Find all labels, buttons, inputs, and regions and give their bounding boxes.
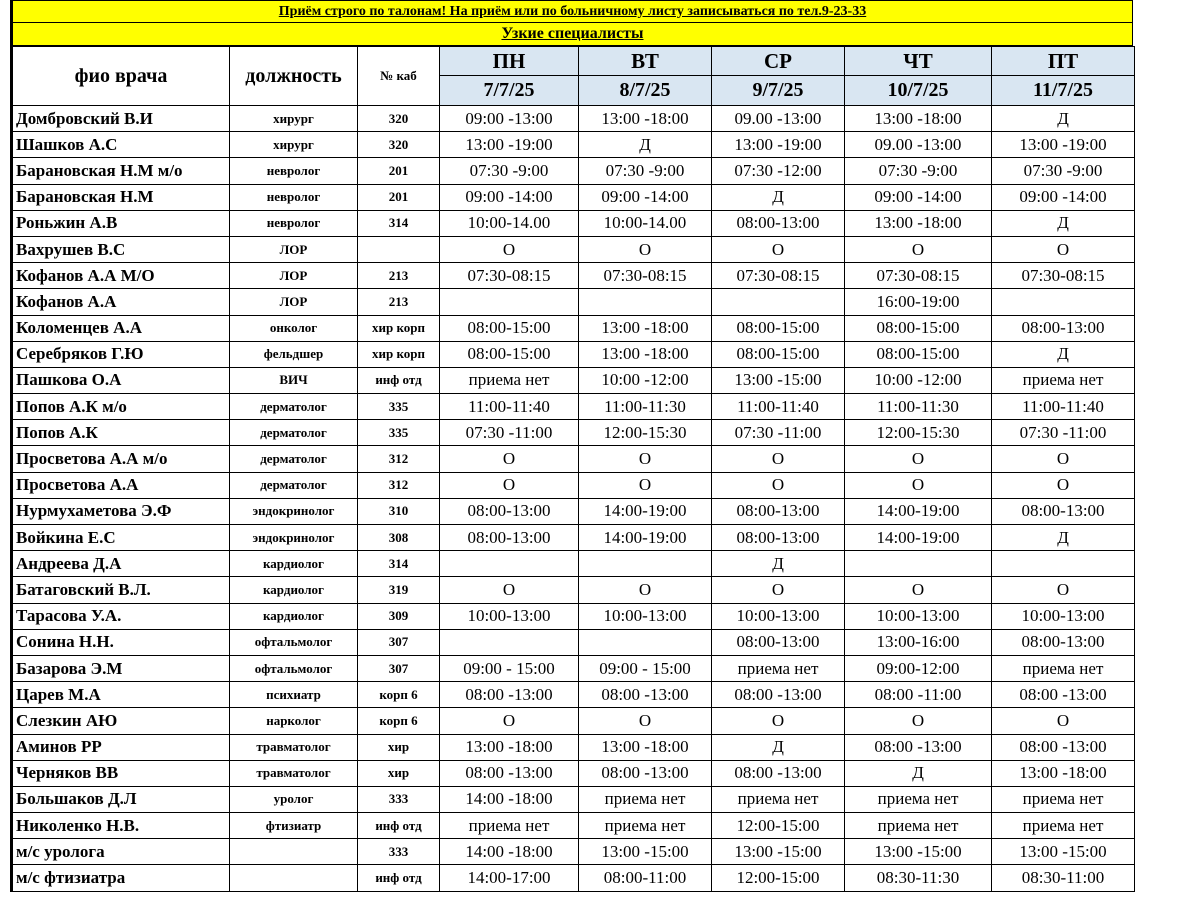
slot-mon: 07:30-08:15 — [440, 263, 579, 289]
slot-mon: О — [440, 236, 579, 262]
slot-wed: 08:00-13:00 — [712, 210, 845, 236]
slot-fri: 11:00-11:40 — [992, 394, 1135, 420]
doctor-position: ЛОР — [230, 236, 358, 262]
doctor-position — [230, 865, 358, 891]
doctor-position: фельдшер — [230, 341, 358, 367]
doctor-position: ВИЧ — [230, 367, 358, 393]
doctor-name: Слезкин АЮ — [12, 708, 230, 734]
schedule-sheet — [10, 0, 1133, 892]
room-number: 201 — [358, 184, 440, 210]
slot-mon: 08:00-15:00 — [440, 315, 579, 341]
slot-mon — [440, 629, 579, 655]
table-row — [12, 420, 1135, 446]
doctor-position: эндокринолог — [230, 498, 358, 524]
slot-thu: приема нет — [845, 786, 992, 812]
slot-wed: 13:00 -15:00 — [712, 367, 845, 393]
table-row — [12, 498, 1135, 524]
doctor-name: Николенко Н.В. — [12, 813, 230, 839]
doctor-name: Тарасова У.А. — [12, 603, 230, 629]
doctor-name: Вахрушев В.С — [12, 236, 230, 262]
slot-wed: 08:00 -13:00 — [712, 760, 845, 786]
slot-tue: 12:00-15:30 — [579, 420, 712, 446]
room-number: 319 — [358, 577, 440, 603]
table-row — [12, 786, 1135, 812]
doctor-position: офтальмолог — [230, 655, 358, 681]
table-row — [12, 839, 1135, 865]
slot-wed: О — [712, 708, 845, 734]
slot-fri: приема нет — [992, 655, 1135, 681]
slot-fri: 07:30-08:15 — [992, 263, 1135, 289]
slot-wed: 08:00-15:00 — [712, 315, 845, 341]
room-number: хир корп — [358, 315, 440, 341]
slot-tue: 08:00 -13:00 — [579, 760, 712, 786]
slot-fri: О — [992, 708, 1135, 734]
slot-wed: 11:00-11:40 — [712, 394, 845, 420]
slot-thu: 14:00-19:00 — [845, 525, 992, 551]
slot-mon: 07:30 -11:00 — [440, 420, 579, 446]
slot-thu: О — [845, 472, 992, 498]
slot-fri: 08:00 -13:00 — [992, 734, 1135, 760]
slot-fri — [992, 551, 1135, 577]
slot-mon: 10:00-13:00 — [440, 603, 579, 629]
slot-mon: О — [440, 446, 579, 472]
table-row — [12, 525, 1135, 551]
room-number: 335 — [358, 420, 440, 446]
slot-thu: 12:00-15:30 — [845, 420, 992, 446]
table-header — [12, 47, 1135, 106]
slot-thu: О — [845, 577, 992, 603]
doctor-name: Серебряков Г.Ю — [12, 341, 230, 367]
table-row — [12, 603, 1135, 629]
slot-mon: О — [440, 472, 579, 498]
slot-fri: приема нет — [992, 786, 1135, 812]
doctor-name: Большаков Д.Л — [12, 786, 230, 812]
header-day-mon: ПН — [440, 47, 579, 76]
slot-wed: 08:00 -13:00 — [712, 682, 845, 708]
doctor-name: Барановская Н.М м/о — [12, 158, 230, 184]
slot-tue: 10:00 -12:00 — [579, 367, 712, 393]
doctor-name: Кофанов А.А М/О — [12, 263, 230, 289]
notice-phone: 9-23-33 — [821, 3, 867, 19]
slot-mon — [440, 551, 579, 577]
slot-tue: О — [579, 577, 712, 603]
slot-mon: 14:00-17:00 — [440, 865, 579, 891]
slot-tue: 11:00-11:30 — [579, 394, 712, 420]
room-number: 335 — [358, 394, 440, 420]
table-row — [12, 367, 1135, 393]
slot-thu: 08:00-15:00 — [845, 315, 992, 341]
slot-wed: 08:00-13:00 — [712, 525, 845, 551]
slot-thu: 16:00-19:00 — [845, 289, 992, 315]
doctor-name: Коломенцев А.А — [12, 315, 230, 341]
slot-fri: 13:00 -15:00 — [992, 839, 1135, 865]
table-row — [12, 551, 1135, 577]
slot-tue: 14:00-19:00 — [579, 525, 712, 551]
room-number: 333 — [358, 786, 440, 812]
slot-thu: приема нет — [845, 813, 992, 839]
slot-thu — [845, 551, 992, 577]
slot-mon: 09:00 -14:00 — [440, 184, 579, 210]
doctor-name: м/с фтизиатра — [12, 865, 230, 891]
slot-thu: 13:00 -18:00 — [845, 210, 992, 236]
slot-mon: 13:00 -19:00 — [440, 132, 579, 158]
slot-thu: 13:00 -15:00 — [845, 839, 992, 865]
slot-thu: 09:00-12:00 — [845, 655, 992, 681]
table-row — [12, 158, 1135, 184]
doctor-name: Сонина Н.Н. — [12, 629, 230, 655]
room-number: 310 — [358, 498, 440, 524]
slot-wed: Д — [712, 551, 845, 577]
slot-wed: 13:00 -15:00 — [712, 839, 845, 865]
header-name: фио врача — [12, 47, 230, 106]
slot-tue: 13:00 -18:00 — [579, 734, 712, 760]
table-row — [12, 577, 1135, 603]
slot-fri: приема нет — [992, 367, 1135, 393]
slot-thu: 08:00 -13:00 — [845, 734, 992, 760]
slot-fri — [992, 289, 1135, 315]
slot-fri: 08:00-13:00 — [992, 498, 1135, 524]
slot-wed: 08:00-13:00 — [712, 629, 845, 655]
table-row — [12, 760, 1135, 786]
slot-tue: приема нет — [579, 786, 712, 812]
slot-tue: 09:00 - 15:00 — [579, 655, 712, 681]
doctor-name: Попов А.К м/о — [12, 394, 230, 420]
room-number: 333 — [358, 839, 440, 865]
doctor-position: ЛОР — [230, 289, 358, 315]
table-row — [12, 682, 1135, 708]
doctor-position: кардиолог — [230, 551, 358, 577]
doctor-position: психиатр — [230, 682, 358, 708]
slot-tue: О — [579, 708, 712, 734]
doctor-name: Черняков ВВ — [12, 760, 230, 786]
room-number: 309 — [358, 603, 440, 629]
slot-tue: О — [579, 472, 712, 498]
room-number: 307 — [358, 629, 440, 655]
table-row — [12, 210, 1135, 236]
slot-wed: 07:30 -11:00 — [712, 420, 845, 446]
slot-fri: Д — [992, 525, 1135, 551]
doctor-position: онколог — [230, 315, 358, 341]
slot-mon: 08:00-13:00 — [440, 525, 579, 551]
slot-tue: 14:00-19:00 — [579, 498, 712, 524]
slot-wed: 08:00-15:00 — [712, 341, 845, 367]
room-number: инф отд — [358, 865, 440, 891]
doctor-position: невролог — [230, 158, 358, 184]
room-number: корп 6 — [358, 682, 440, 708]
slot-thu: О — [845, 708, 992, 734]
doctor-position: хирург — [230, 106, 358, 132]
slot-thu: Д — [845, 760, 992, 786]
slot-fri: 13:00 -18:00 — [992, 760, 1135, 786]
slot-wed: 07:30 -12:00 — [712, 158, 845, 184]
room-number: хир — [358, 760, 440, 786]
room-number: инф отд — [358, 813, 440, 839]
slot-tue: 13:00 -18:00 — [579, 106, 712, 132]
header-day-wed: СР — [712, 47, 845, 76]
table-row — [12, 289, 1135, 315]
slot-fri: О — [992, 577, 1135, 603]
doctor-position: дерматолог — [230, 394, 358, 420]
doctor-position: нарколог — [230, 708, 358, 734]
slot-thu: 08:30-11:30 — [845, 865, 992, 891]
doctor-position: кардиолог — [230, 603, 358, 629]
header-date-mon: 7/7/25 — [440, 76, 579, 106]
room-number: 308 — [358, 525, 440, 551]
slot-thu: 13:00 -18:00 — [845, 106, 992, 132]
room-number: 312 — [358, 472, 440, 498]
doctor-name: Кофанов А.А — [12, 289, 230, 315]
header-date-tue: 8/7/25 — [579, 76, 712, 106]
slot-wed: 09.00 -13:00 — [712, 106, 845, 132]
slot-fri: приема нет — [992, 813, 1135, 839]
slot-fri: Д — [992, 106, 1135, 132]
slot-fri: О — [992, 472, 1135, 498]
slot-mon: 09:00 - 15:00 — [440, 655, 579, 681]
notice-text: Приём строго по талонам! На приём или по больничному листу записываться по тел. — [278, 3, 822, 19]
slot-mon: О — [440, 708, 579, 734]
slot-wed: О — [712, 577, 845, 603]
slot-thu: О — [845, 446, 992, 472]
slot-tue: 13:00 -15:00 — [579, 839, 712, 865]
doctor-position: эндокринолог — [230, 525, 358, 551]
doctor-name: Нурмухаметова Э.Ф — [12, 498, 230, 524]
slot-thu: 10:00 -12:00 — [845, 367, 992, 393]
slot-mon: 08:00 -13:00 — [440, 682, 579, 708]
table-row — [12, 341, 1135, 367]
table-row — [12, 446, 1135, 472]
slot-wed: 07:30-08:15 — [712, 263, 845, 289]
doctor-name: Барановская Н.М — [12, 184, 230, 210]
notice-banner — [10, 0, 1133, 23]
doctor-name: Шашков А.С — [12, 132, 230, 158]
room-number: корп 6 — [358, 708, 440, 734]
doctor-position: ЛОР — [230, 263, 358, 289]
slot-wed: Д — [712, 734, 845, 760]
slot-thu: 09:00 -14:00 — [845, 184, 992, 210]
slot-tue: 07:30-08:15 — [579, 263, 712, 289]
slot-fri: О — [992, 446, 1135, 472]
doctor-position: травматолог — [230, 760, 358, 786]
slot-wed: О — [712, 446, 845, 472]
slot-tue: 08:00-11:00 — [579, 865, 712, 891]
slot-fri: 10:00-13:00 — [992, 603, 1135, 629]
table-row — [12, 184, 1135, 210]
slot-tue: 10:00-14.00 — [579, 210, 712, 236]
doctor-name: Аминов РР — [12, 734, 230, 760]
table-row — [12, 734, 1135, 760]
room-number: 314 — [358, 551, 440, 577]
slot-wed: Д — [712, 184, 845, 210]
room-number — [358, 236, 440, 262]
doctor-name: Войкина Е.С — [12, 525, 230, 551]
room-number: 307 — [358, 655, 440, 681]
slot-mon: 14:00 -18:00 — [440, 839, 579, 865]
slot-tue: 08:00 -13:00 — [579, 682, 712, 708]
room-number: 213 — [358, 263, 440, 289]
slot-wed: 10:00-13:00 — [712, 603, 845, 629]
header-date-fri: 11/7/25 — [992, 76, 1135, 106]
slot-wed: О — [712, 236, 845, 262]
slot-tue: 13:00 -18:00 — [579, 341, 712, 367]
doctor-position: невролог — [230, 210, 358, 236]
header-day-tue: ВТ — [579, 47, 712, 76]
slot-tue: Д — [579, 132, 712, 158]
slot-tue — [579, 629, 712, 655]
doctor-position: кардиолог — [230, 577, 358, 603]
slot-tue — [579, 551, 712, 577]
slot-tue: О — [579, 236, 712, 262]
slot-thu: 10:00-13:00 — [845, 603, 992, 629]
slot-fri: 07:30 -9:00 — [992, 158, 1135, 184]
header-date-wed: 9/7/25 — [712, 76, 845, 106]
slot-mon: 08:00-15:00 — [440, 341, 579, 367]
slot-fri: Д — [992, 341, 1135, 367]
slot-tue: О — [579, 446, 712, 472]
slot-fri: 08:30-11:00 — [992, 865, 1135, 891]
room-number: инф отд — [358, 367, 440, 393]
room-number: 201 — [358, 158, 440, 184]
slot-mon: 11:00-11:40 — [440, 394, 579, 420]
slot-wed: приема нет — [712, 655, 845, 681]
header-room: № каб — [358, 47, 440, 106]
slot-fri: 08:00 -13:00 — [992, 682, 1135, 708]
room-number: хир корп — [358, 341, 440, 367]
doctor-name: Домбровский В.И — [12, 106, 230, 132]
slot-mon — [440, 289, 579, 315]
table-row — [12, 236, 1135, 262]
doctor-name: м/с уролога — [12, 839, 230, 865]
slot-thu: 13:00-16:00 — [845, 629, 992, 655]
room-number: 320 — [358, 132, 440, 158]
slot-wed: приема нет — [712, 786, 845, 812]
slot-mon: 08:00-13:00 — [440, 498, 579, 524]
slot-fri: О — [992, 236, 1135, 262]
room-number: 320 — [358, 106, 440, 132]
slot-wed: 13:00 -19:00 — [712, 132, 845, 158]
slot-fri: 08:00-13:00 — [992, 629, 1135, 655]
header-day-thu: ЧТ — [845, 47, 992, 76]
slot-tue: приема нет — [579, 813, 712, 839]
slot-mon: приема нет — [440, 813, 579, 839]
doctor-position: невролог — [230, 184, 358, 210]
table-row — [12, 472, 1135, 498]
slot-mon: 13:00 -18:00 — [440, 734, 579, 760]
room-number: хир — [358, 734, 440, 760]
doctor-position — [230, 839, 358, 865]
table-body — [12, 106, 1135, 892]
room-number: 312 — [358, 446, 440, 472]
table-row — [12, 394, 1135, 420]
doctor-position: дерматолог — [230, 472, 358, 498]
table-row — [12, 708, 1135, 734]
doctor-position: офтальмолог — [230, 629, 358, 655]
doctor-name: Просветова А.А — [12, 472, 230, 498]
slot-thu: 08:00 -11:00 — [845, 682, 992, 708]
slot-mon: О — [440, 577, 579, 603]
doctor-name: Просветова А.А м/о — [12, 446, 230, 472]
slot-thu: 09.00 -13:00 — [845, 132, 992, 158]
slot-tue: 13:00 -18:00 — [579, 315, 712, 341]
doctor-name: Роньжин А.В — [12, 210, 230, 236]
slot-fri: 08:00-13:00 — [992, 315, 1135, 341]
slot-mon: 14:00 -18:00 — [440, 786, 579, 812]
slot-thu: О — [845, 236, 992, 262]
slot-thu: 14:00-19:00 — [845, 498, 992, 524]
doctor-name: Базарова Э.М — [12, 655, 230, 681]
doctor-name: Попов А.К — [12, 420, 230, 446]
slot-fri: 07:30 -11:00 — [992, 420, 1135, 446]
slot-fri: 09:00 -14:00 — [992, 184, 1135, 210]
doctor-name: Батаговский В.Л. — [12, 577, 230, 603]
slot-fri: 13:00 -19:00 — [992, 132, 1135, 158]
slot-mon: приема нет — [440, 367, 579, 393]
slot-mon: 09:00 -13:00 — [440, 106, 579, 132]
schedule-table — [10, 46, 1135, 892]
slot-tue: 09:00 -14:00 — [579, 184, 712, 210]
doctor-position: фтизиатр — [230, 813, 358, 839]
slot-mon: 10:00-14.00 — [440, 210, 579, 236]
slot-fri: Д — [992, 210, 1135, 236]
slot-wed: 12:00-15:00 — [712, 865, 845, 891]
table-row — [12, 865, 1135, 891]
table-row — [12, 106, 1135, 132]
table-row — [12, 629, 1135, 655]
doctor-position: дерматолог — [230, 446, 358, 472]
header-date-thu: 10/7/25 — [845, 76, 992, 106]
slot-wed: 08:00-13:00 — [712, 498, 845, 524]
header-day-fri: ПТ — [992, 47, 1135, 76]
doctor-name: Царев М.А — [12, 682, 230, 708]
doctor-name: Пашкова О.А — [12, 367, 230, 393]
doctor-position: дерматолог — [230, 420, 358, 446]
room-number: 314 — [358, 210, 440, 236]
doctor-position: травматолог — [230, 734, 358, 760]
table-row — [12, 813, 1135, 839]
slot-wed — [712, 289, 845, 315]
slot-thu: 07:30 -9:00 — [845, 158, 992, 184]
header-position: должность — [230, 47, 358, 106]
section-title: Узкие специалисты — [10, 23, 1133, 46]
slot-mon: 07:30 -9:00 — [440, 158, 579, 184]
slot-thu: 08:00-15:00 — [845, 341, 992, 367]
room-number: 213 — [358, 289, 440, 315]
slot-tue: 07:30 -9:00 — [579, 158, 712, 184]
table-row — [12, 655, 1135, 681]
slot-tue: 10:00-13:00 — [579, 603, 712, 629]
slot-thu: 11:00-11:30 — [845, 394, 992, 420]
table-row — [12, 263, 1135, 289]
table-row — [12, 132, 1135, 158]
slot-wed: 12:00-15:00 — [712, 813, 845, 839]
table-row — [12, 315, 1135, 341]
doctor-position: хирург — [230, 132, 358, 158]
slot-thu: 07:30-08:15 — [845, 263, 992, 289]
slot-mon: 08:00 -13:00 — [440, 760, 579, 786]
slot-wed: О — [712, 472, 845, 498]
doctor-name: Андреева Д.А — [12, 551, 230, 577]
slot-tue — [579, 289, 712, 315]
doctor-position: уролог — [230, 786, 358, 812]
